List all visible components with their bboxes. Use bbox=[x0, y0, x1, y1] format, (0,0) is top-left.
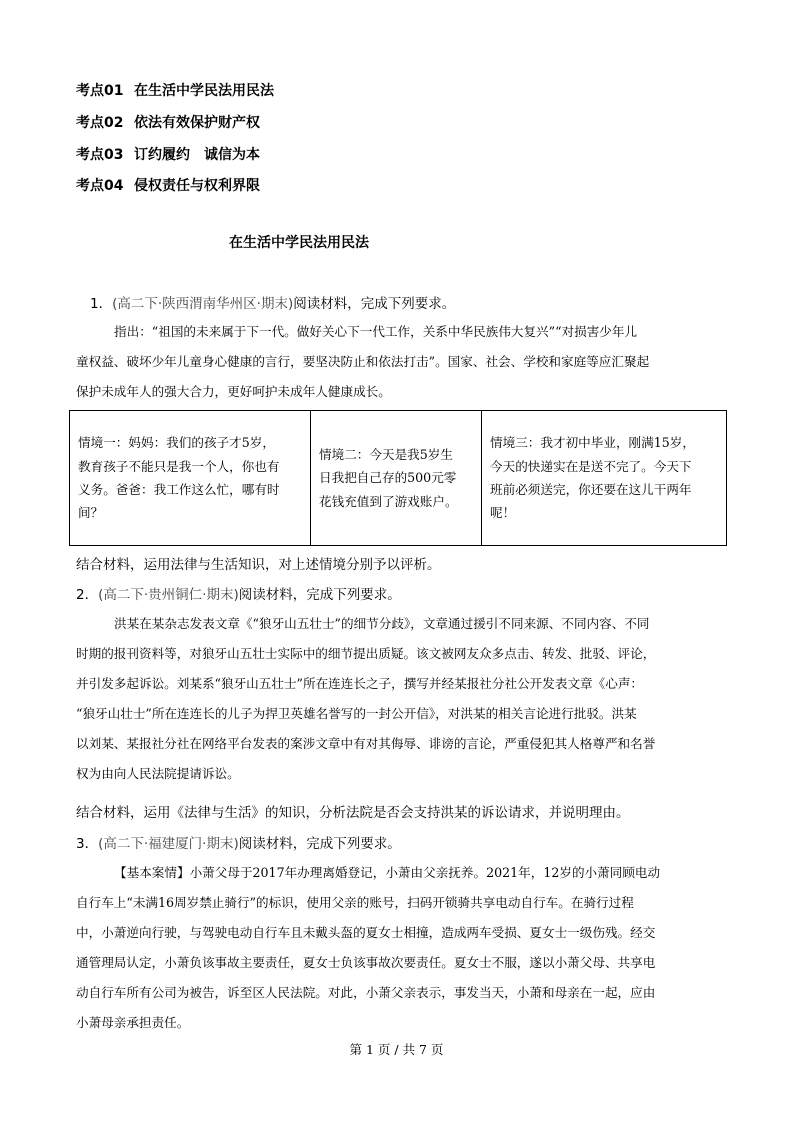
scenario-cell-3 bbox=[482, 411, 727, 546]
scenario-line: 日我把自己存的500元零 bbox=[319, 470, 457, 486]
q3-material-line: 小萧母亲承担责任。 bbox=[76, 1015, 190, 1030]
question-source: (高二下·福建厦门·期末) bbox=[98, 836, 239, 852]
topic-label: 考点02 bbox=[76, 115, 124, 131]
question-prompt: 阅读材料，完成下列要求。 bbox=[238, 836, 401, 852]
scenario-line: 间？ bbox=[78, 505, 104, 521]
q3-material-line: 通管理局认定，小萧负该事故主要责任，夏女士负该事故次要责任。夏女士不服，遂以小萧父母、共享电 bbox=[76, 955, 656, 970]
q2-material-line: 时期的报刊资料等，对狼牙山五壮士实际中的细节提出质疑。该文被网友众多点击、转发、批驳、评论， bbox=[76, 646, 656, 661]
topic-2 bbox=[76, 114, 260, 132]
q2-task: 结合材料，运用《法律与生活》的知识，分析法院是否会支持洪某的诉讼请求，并说明理由。 bbox=[76, 805, 630, 821]
q2-material-line: 并引发多起诉讼。刘某系“狼牙山五壮士”所在连连长之子，撰写并经某报社分社公开发表文章《心声： bbox=[76, 676, 644, 691]
q3-material-line: 【基本案情】小萧父母于2017年办理离婚登记，小萧由父亲抚养。2021年，12岁的小萧同顾电动 bbox=[114, 865, 661, 880]
topic-3 bbox=[76, 146, 260, 164]
question-1-header bbox=[90, 292, 455, 312]
scenario-table bbox=[69, 410, 727, 546]
scenario-line: 情境一：妈妈：我们的孩子才5岁， bbox=[78, 435, 275, 451]
question-number: 1． bbox=[90, 296, 113, 312]
question-source: (高二下·陕西渭南华州区·期末) bbox=[112, 296, 294, 312]
q3-material-line: 动自行车所有公司为被告，诉至区人民法院。对此，小萧父亲表示，事发当天，小萧和母亲在一起，应由 bbox=[76, 985, 656, 1000]
question-prompt: 阅读材料，完成下列要求。 bbox=[238, 587, 401, 603]
question-prompt: 阅读材料，完成下列要求。 bbox=[293, 296, 456, 312]
topic-title: 在生活中学民法用民法 bbox=[134, 83, 274, 99]
q1-task: 结合材料，运用法律与生活知识，对上述情境分别予以评析。 bbox=[76, 557, 441, 573]
question-number: 3． bbox=[76, 836, 99, 852]
topic-title: 订约履约 诚信为本 bbox=[134, 147, 260, 163]
scenario-line: 呢！ bbox=[490, 505, 516, 521]
scenario-cell-2 bbox=[311, 411, 482, 546]
scenario-line: 情境二：今天是我5岁生 bbox=[319, 446, 453, 462]
q3-material-line: 自行车上“未满16周岁禁止骑行”的标识，使用父亲的账号，扫码开锁骑共享电动自行车。在骑行过程 bbox=[76, 895, 634, 910]
topic-label: 考点01 bbox=[76, 83, 124, 99]
topic-label: 考点04 bbox=[76, 178, 124, 194]
scenario-line: 班前必须送完，你还要在这儿干两年 bbox=[490, 482, 692, 497]
q1-material-line: 指出：“祖国的未来属于下一代。做好关心下一代工作，关系中华民族伟大复兴”“对损害少年儿 bbox=[114, 324, 638, 339]
question-2-header bbox=[76, 583, 401, 603]
q1-material-line: 童权益、破坏少年儿童身心健康的言行，要坚决防止和依法打击”。国家、社会、学校和家庭等应汇聚起 bbox=[76, 354, 650, 369]
question-3-header bbox=[76, 832, 401, 852]
question-number: 2． bbox=[76, 587, 99, 603]
scenario-line: 义务。爸爸：我工作这么忙，哪有时 bbox=[78, 482, 280, 497]
question-source: (高二下·贵州铜仁·期末) bbox=[98, 587, 239, 603]
q2-material-line: 权为由向人民法院提请诉讼。 bbox=[76, 766, 240, 781]
page-footer: 第 1 页 / 共 7 页 bbox=[349, 1042, 444, 1057]
q1-material-line: 保护未成年人的强大合力，更好呵护未成年人健康成长。 bbox=[76, 384, 391, 399]
scenario-line: 花钱充值到了游戏账户。 bbox=[319, 493, 458, 509]
scenario-line: 教育孩子不能只是我一个人，你也有 bbox=[78, 458, 280, 474]
q3-material-line: 中，小萧逆向行驶，与驾驶电动自行车且未戴头盔的夏女士相撞，造成两车受损、夏女士一级伤残。经交 bbox=[76, 925, 656, 940]
scenario-line: 今天的快递实在是送不完了。今天下 bbox=[490, 458, 692, 474]
topic-title: 侵权责任与权利界限 bbox=[134, 178, 260, 194]
section-title: 在生活中学民法用民法 bbox=[229, 235, 369, 251]
topic-4 bbox=[76, 177, 260, 195]
q2-material-line: 以刘某、某报社分社在网络平台发表的案涉文章中有对其侮辱、诽谤的言论，严重侵犯其人格尊严和名誉 bbox=[76, 736, 656, 751]
scenario-cell-1 bbox=[70, 411, 311, 546]
q2-material-line: “狼牙山壮士”所在连连长的儿子为捍卫英雄名誉写的一封公开信》，对洪某的相关言论进行批驳。洪某 bbox=[76, 706, 637, 721]
topic-1 bbox=[76, 82, 274, 100]
scenario-line: 情境三：我才初中毕业，刚满15岁， bbox=[490, 435, 695, 451]
q2-material-line: 洪某在某杂志发表文章《“狼牙山五壮士”的细节分歧》，文章通过援引不同来源、不同内容、不同 bbox=[114, 616, 650, 631]
topic-title: 依法有效保护财产权 bbox=[134, 115, 260, 131]
topic-label: 考点03 bbox=[76, 147, 124, 163]
